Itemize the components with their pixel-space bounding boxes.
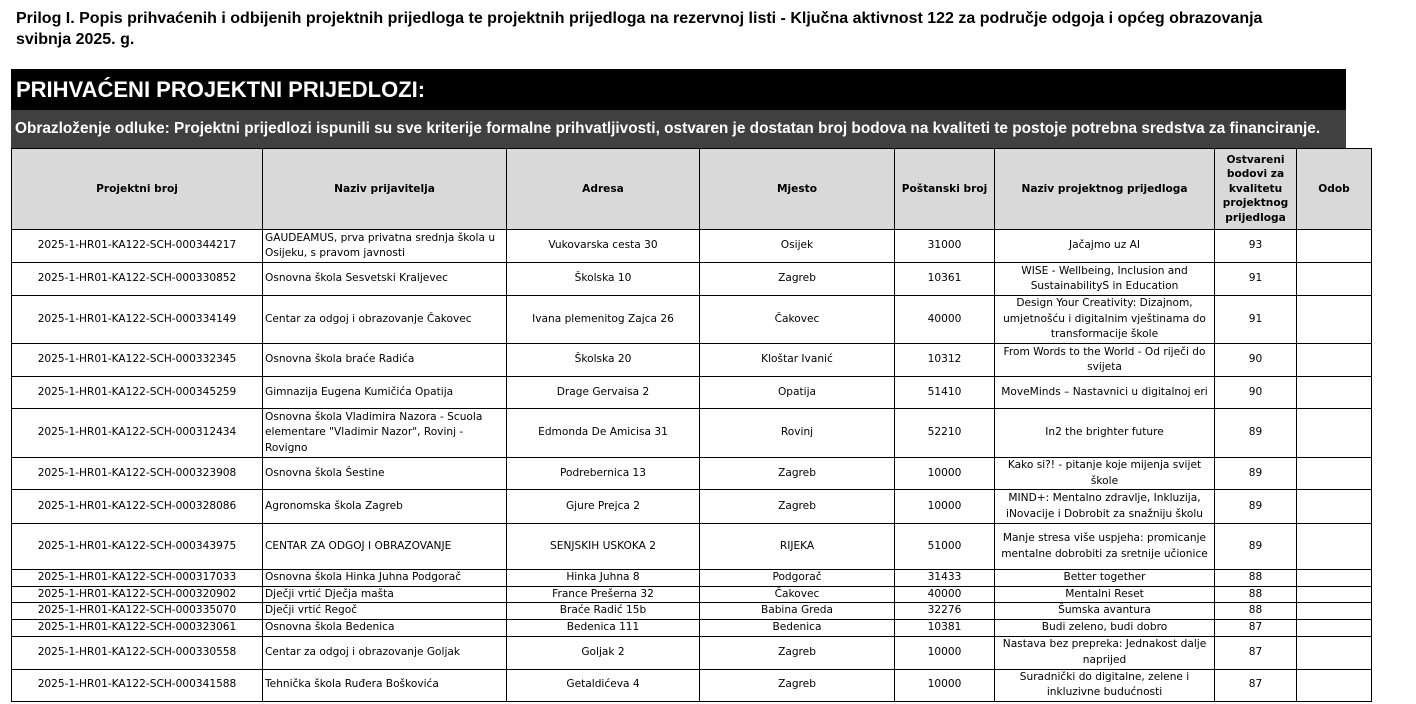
cell-address: France Prešerna 32 xyxy=(507,586,700,603)
header-applicant-name: Naziv prijavitelja xyxy=(263,149,507,230)
cell-quality-points: 89 xyxy=(1215,524,1297,570)
cell-approved xyxy=(1297,524,1372,570)
cell-place: Rovinj xyxy=(700,409,895,458)
cell-place: Babina Greda xyxy=(700,603,895,620)
cell-proposal-name: Manje stresa više uspjeha: promicanje mentalne dobrobiti za sretnije učionice xyxy=(995,524,1215,570)
cell-applicant-name: Agronomska škola Zagreb xyxy=(263,490,507,524)
cell-project-number: 2025-1-HR01-KA122-SCH-000332345 xyxy=(12,344,263,377)
table-row xyxy=(12,636,1372,669)
cell-quality-points: 90 xyxy=(1215,377,1297,409)
cell-address: Ivana plemenitog Zajca 26 xyxy=(507,296,700,344)
cell-applicant-name: Osnovna škola Bedenica xyxy=(263,619,507,636)
cell-place: Zagreb xyxy=(700,263,895,296)
table-row xyxy=(12,669,1372,701)
cell-approved xyxy=(1297,570,1372,587)
cell-project-number: 2025-1-HR01-KA122-SCH-000323908 xyxy=(12,458,263,490)
cell-applicant-name: Osnovna škola Vladimira Nazora - Scuola elementare "Vladimir Nazor", Rovinj - Rovigno xyxy=(263,409,507,458)
cell-project-number: 2025-1-HR01-KA122-SCH-000317033 xyxy=(12,570,263,587)
projects-table-container xyxy=(11,148,1350,704)
cell-approved xyxy=(1297,458,1372,490)
cell-address: Goljak 2 xyxy=(507,636,700,669)
cell-place: Čakovec xyxy=(700,296,895,344)
table-row xyxy=(12,570,1372,587)
cell-address: Vukovarska cesta 30 xyxy=(507,230,700,263)
cell-approved xyxy=(1297,344,1372,377)
cell-applicant-name: Centar za odgoj i obrazovanje Čakovec xyxy=(263,296,507,344)
header-quality-points: Ostvareni bodovi za kvalitetu projektnog prijedloga xyxy=(1215,149,1297,230)
header-approved: Odob xyxy=(1297,149,1372,230)
table-row xyxy=(12,377,1372,409)
cell-approved xyxy=(1297,636,1372,669)
cell-approved xyxy=(1297,230,1372,263)
cell-place: Zagreb xyxy=(700,669,895,701)
table-body xyxy=(12,230,1372,702)
cell-address: Braće Radić 15b xyxy=(507,603,700,620)
cell-proposal-name: From Words to the World - Od riječi do svijeta xyxy=(995,344,1215,377)
cell-applicant-name: Gimnazija Eugena Kumičića Opatija xyxy=(263,377,507,409)
cell-address: Školska 10 xyxy=(507,263,700,296)
cell-place: Opatija xyxy=(700,377,895,409)
cell-address: Drage Gervaisa 2 xyxy=(507,377,700,409)
cell-applicant-name: Dječji vrtić Regoč xyxy=(263,603,507,620)
table-row xyxy=(12,344,1372,377)
document-title-line1: Prilog I. Popis prihvaćenih i odbijenih projektnih prijedloga te projektnih prijedloga na rezervnoj listi - Ključna aktivnost 122 za područje odgoja i općeg obrazovanja xyxy=(16,10,1263,27)
table-row xyxy=(12,263,1372,296)
cell-quality-points: 89 xyxy=(1215,458,1297,490)
cell-proposal-name: Nastava bez prepreka: Jednakost dalje naprijed xyxy=(995,636,1215,669)
cell-postal-code: 31433 xyxy=(895,570,995,587)
cell-project-number: 2025-1-HR01-KA122-SCH-000341588 xyxy=(12,669,263,701)
cell-postal-code: 40000 xyxy=(895,586,995,603)
cell-postal-code: 31000 xyxy=(895,230,995,263)
cell-proposal-name: Better together xyxy=(995,570,1215,587)
table-header-row xyxy=(12,149,1372,230)
cell-approved xyxy=(1297,296,1372,344)
cell-approved xyxy=(1297,490,1372,524)
cell-address: Getaldićeva 4 xyxy=(507,669,700,701)
header-project-number: Projektni broj xyxy=(12,149,263,230)
cell-applicant-name: Tehnička škola Ruđera Boškovića xyxy=(263,669,507,701)
header-address: Adresa xyxy=(507,149,700,230)
cell-proposal-name: Jačajmo uz AI xyxy=(995,230,1215,263)
cell-applicant-name: Centar za odgoj i obrazovanje Goljak xyxy=(263,636,507,669)
cell-applicant-name: GAUDEAMUS, prva privatna srednja škola u Osijeku, s pravom javnosti xyxy=(263,230,507,263)
cell-proposal-name: Design Your Creativity: Dizajnom, umjetnošću i digitalnim vještinama do transformacije škole xyxy=(995,296,1215,344)
document-title-line2: svibnja 2025. g. xyxy=(16,31,135,48)
cell-postal-code: 51410 xyxy=(895,377,995,409)
table-row xyxy=(12,296,1372,344)
cell-proposal-name: Kako si?! - pitanje koje mijenja svijet škole xyxy=(995,458,1215,490)
cell-quality-points: 87 xyxy=(1215,636,1297,669)
cell-quality-points: 88 xyxy=(1215,586,1297,603)
table-row xyxy=(12,586,1372,603)
decision-rationale: Obrazloženje odluke: Projektni prijedlozi ispunili su sve kriterije formalne prihvatljivosti, ostvaren je dostatan broj bodova na kvaliteti te postoje potrebna sredstva za financiranje. xyxy=(11,110,1346,148)
cell-applicant-name: Dječji vrtić Dječja mašta xyxy=(263,586,507,603)
header-place: Mjesto xyxy=(700,149,895,230)
cell-applicant-name: Osnovna škola braće Radića xyxy=(263,344,507,377)
cell-postal-code: 52210 xyxy=(895,409,995,458)
cell-postal-code: 32276 xyxy=(895,603,995,620)
cell-project-number: 2025-1-HR01-KA122-SCH-000345259 xyxy=(12,377,263,409)
table-row xyxy=(12,230,1372,263)
cell-applicant-name: Osnovna škola Sesvetski Kraljevec xyxy=(263,263,507,296)
cell-approved xyxy=(1297,603,1372,620)
cell-quality-points: 88 xyxy=(1215,603,1297,620)
cell-proposal-name: WISE - Wellbeing, Inclusion and SustainabilityS in Education xyxy=(995,263,1215,296)
cell-quality-points: 89 xyxy=(1215,409,1297,458)
section-header: PRIHVAĆENI PROJEKTNI PRIJEDLOZI: xyxy=(11,69,1346,110)
cell-quality-points: 91 xyxy=(1215,296,1297,344)
cell-place: Zagreb xyxy=(700,458,895,490)
cell-proposal-name: Budi zeleno, budi dobro xyxy=(995,619,1215,636)
cell-proposal-name: MIND+: Mentalno zdravlje, Inkluzija, iNovacije i Dobrobit za snažniju školu xyxy=(995,490,1215,524)
cell-project-number: 2025-1-HR01-KA122-SCH-000323061 xyxy=(12,619,263,636)
cell-project-number: 2025-1-HR01-KA122-SCH-000330852 xyxy=(12,263,263,296)
cell-place: Podgorač xyxy=(700,570,895,587)
document-title xyxy=(16,8,1416,50)
table-row xyxy=(12,490,1372,524)
table-row xyxy=(12,619,1372,636)
cell-postal-code: 40000 xyxy=(895,296,995,344)
cell-address: Edmonda De Amicisa 31 xyxy=(507,409,700,458)
cell-postal-code: 10361 xyxy=(895,263,995,296)
cell-proposal-name: MoveMinds – Nastavnici u digitalnoj eri xyxy=(995,377,1215,409)
cell-quality-points: 89 xyxy=(1215,490,1297,524)
cell-quality-points: 87 xyxy=(1215,619,1297,636)
cell-postal-code: 10000 xyxy=(895,636,995,669)
cell-applicant-name: CENTAR ZA ODGOJ I OBRAZOVANJE xyxy=(263,524,507,570)
cell-place: RIJEKA xyxy=(700,524,895,570)
cell-project-number: 2025-1-HR01-KA122-SCH-000344217 xyxy=(12,230,263,263)
cell-address: Bedenica 111 xyxy=(507,619,700,636)
cell-address: Hinka Juhna 8 xyxy=(507,570,700,587)
cell-project-number: 2025-1-HR01-KA122-SCH-000320902 xyxy=(12,586,263,603)
table-row xyxy=(12,409,1372,458)
cell-project-number: 2025-1-HR01-KA122-SCH-000330558 xyxy=(12,636,263,669)
cell-postal-code: 10000 xyxy=(895,458,995,490)
cell-quality-points: 87 xyxy=(1215,669,1297,701)
cell-place: Čakovec xyxy=(700,586,895,603)
cell-applicant-name: Osnovna škola Šestine xyxy=(263,458,507,490)
cell-approved xyxy=(1297,263,1372,296)
cell-quality-points: 90 xyxy=(1215,344,1297,377)
cell-place: Osijek xyxy=(700,230,895,263)
cell-project-number: 2025-1-HR01-KA122-SCH-000343975 xyxy=(12,524,263,570)
cell-applicant-name: Osnovna škola Hinka Juhna Podgorač xyxy=(263,570,507,587)
cell-approved xyxy=(1297,619,1372,636)
table-row xyxy=(12,603,1372,620)
cell-proposal-name: In2 the brighter future xyxy=(995,409,1215,458)
cell-postal-code: 10000 xyxy=(895,669,995,701)
header-proposal-name: Naziv projektnog prijedloga xyxy=(995,149,1215,230)
cell-project-number: 2025-1-HR01-KA122-SCH-000328086 xyxy=(12,490,263,524)
cell-approved xyxy=(1297,586,1372,603)
table-row xyxy=(12,458,1372,490)
cell-address: Gjure Prejca 2 xyxy=(507,490,700,524)
cell-project-number: 2025-1-HR01-KA122-SCH-000335070 xyxy=(12,603,263,620)
cell-address: Podrebernica 13 xyxy=(507,458,700,490)
cell-postal-code: 10381 xyxy=(895,619,995,636)
cell-approved xyxy=(1297,669,1372,701)
cell-postal-code: 51000 xyxy=(895,524,995,570)
cell-postal-code: 10312 xyxy=(895,344,995,377)
header-postal-code: Poštanski broj xyxy=(895,149,995,230)
cell-project-number: 2025-1-HR01-KA122-SCH-000334149 xyxy=(12,296,263,344)
cell-postal-code: 10000 xyxy=(895,490,995,524)
cell-place: Bedenica xyxy=(700,619,895,636)
cell-address: SENJSKIH USKOKA 2 xyxy=(507,524,700,570)
cell-approved xyxy=(1297,377,1372,409)
cell-proposal-name: Mentalni Reset xyxy=(995,586,1215,603)
table-row xyxy=(12,524,1372,570)
cell-proposal-name: Suradnički do digitalne, zelene i inkluzivne budućnosti xyxy=(995,669,1215,701)
cell-quality-points: 88 xyxy=(1215,570,1297,587)
cell-quality-points: 91 xyxy=(1215,263,1297,296)
cell-quality-points: 93 xyxy=(1215,230,1297,263)
cell-place: Zagreb xyxy=(700,490,895,524)
cell-place: Kloštar Ivanić xyxy=(700,344,895,377)
accepted-projects-table xyxy=(11,148,1372,702)
cell-address: Školska 20 xyxy=(507,344,700,377)
cell-proposal-name: Šumska avantura xyxy=(995,603,1215,620)
cell-project-number: 2025-1-HR01-KA122-SCH-000312434 xyxy=(12,409,263,458)
cell-approved xyxy=(1297,409,1372,458)
cell-place: Zagreb xyxy=(700,636,895,669)
